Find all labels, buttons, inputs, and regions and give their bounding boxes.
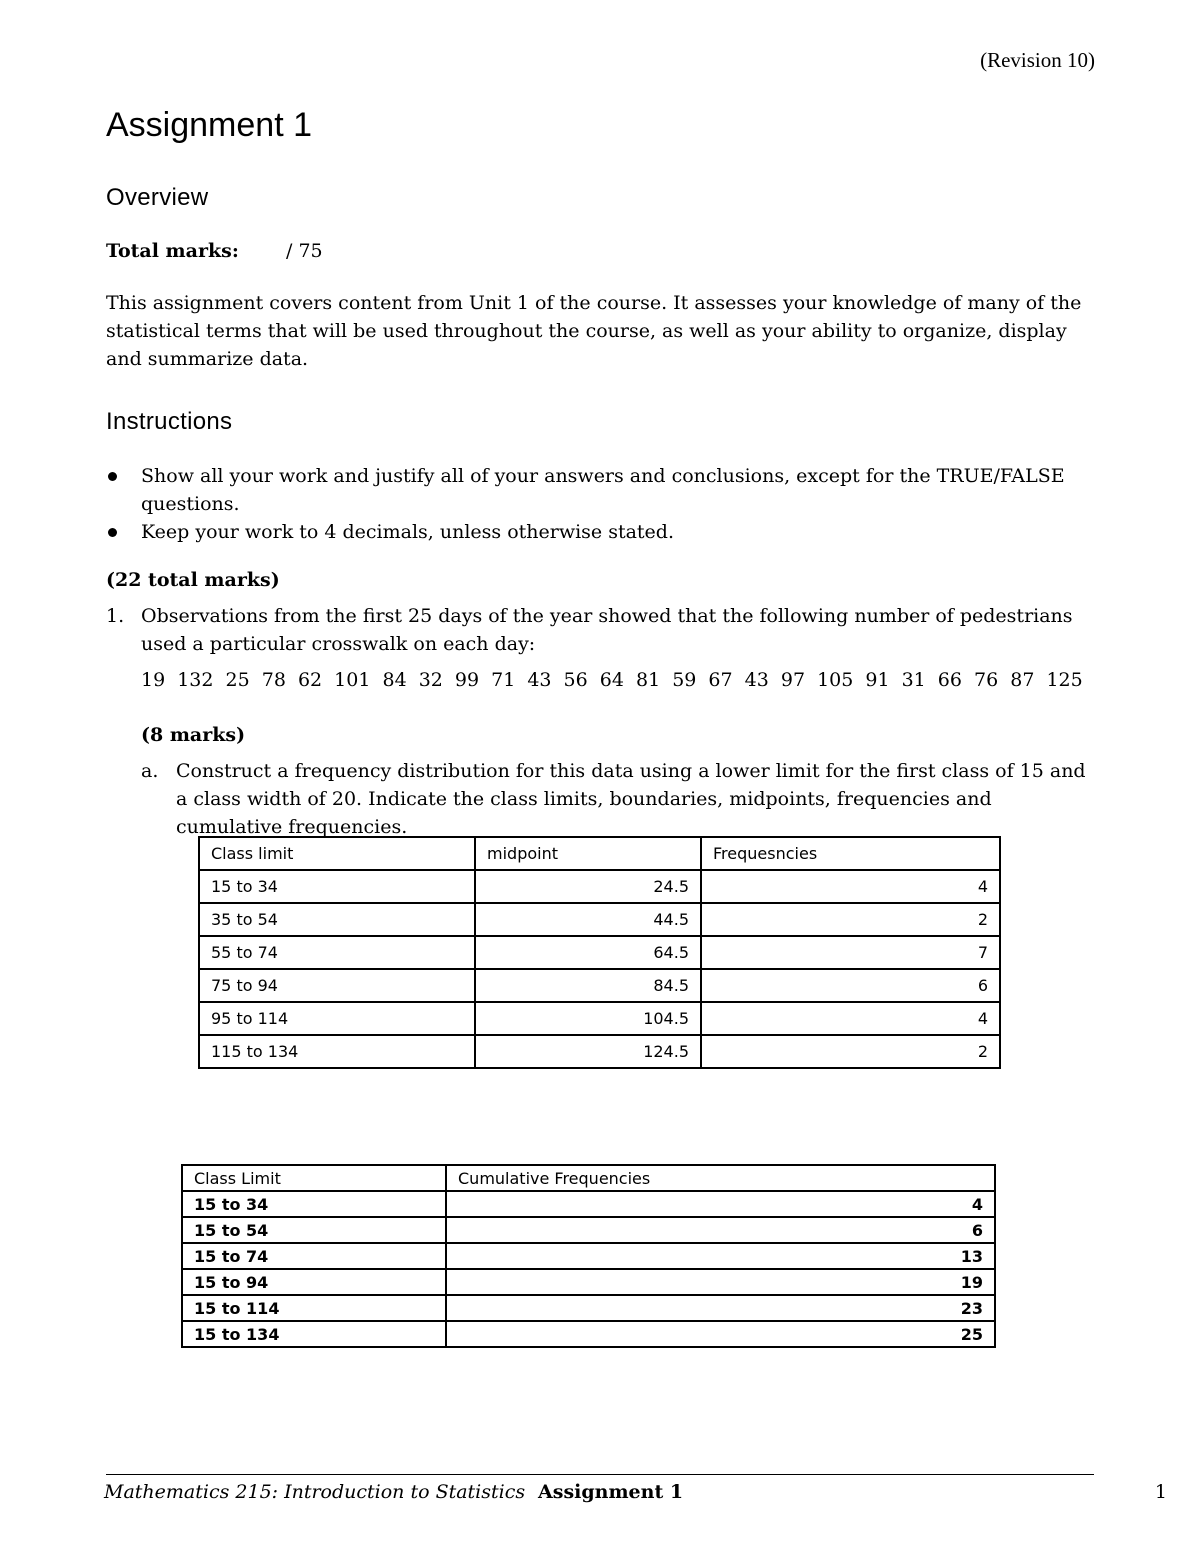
table-row bbox=[182, 1191, 995, 1217]
total-marks-value: / 75 bbox=[286, 240, 323, 262]
table-header-row bbox=[199, 837, 1000, 870]
question1-text: Observations from the first 25 days of the year showed that the following number of pedestrians used a particular crosswalk on each day: bbox=[141, 605, 1073, 655]
bullet-icon bbox=[108, 472, 117, 481]
part-a-text: Construct a frequency distribution for this data using a lower limit for the first class of 15 and a class width of 20. Indicate the class limits, boundaries, midpoints, frequencies and cumulative frequencies. bbox=[176, 760, 1086, 838]
cumulative-cell: 4 bbox=[446, 1191, 995, 1217]
class-limit-cell: 15 to 54 bbox=[182, 1217, 446, 1243]
frequency-table bbox=[198, 836, 1001, 1069]
frequency-cell: 4 bbox=[701, 870, 1000, 903]
midpoint-cell: 84.5 bbox=[475, 969, 701, 1002]
midpoint-cell: 44.5 bbox=[475, 903, 701, 936]
table-row bbox=[182, 1269, 995, 1295]
page-number: 1 bbox=[1154, 1481, 1167, 1503]
cumulative-cell: 6 bbox=[446, 1217, 995, 1243]
cumulative-cell: 13 bbox=[446, 1243, 995, 1269]
class-limit-cell: 15 to 134 bbox=[182, 1321, 446, 1347]
cumulative-cell: 23 bbox=[446, 1295, 995, 1321]
table-row bbox=[182, 1243, 995, 1269]
frequency-cell: 6 bbox=[701, 969, 1000, 1002]
question1-number: 1. bbox=[106, 605, 125, 627]
table-row bbox=[199, 1002, 1000, 1035]
class-limit-cell: 75 to 94 bbox=[199, 969, 475, 1002]
class-limit-cell: 15 to 34 bbox=[199, 870, 475, 903]
class-limit-cell: 55 to 74 bbox=[199, 936, 475, 969]
table-row bbox=[199, 969, 1000, 1002]
table-row bbox=[182, 1295, 995, 1321]
midpoint-cell: 104.5 bbox=[475, 1002, 701, 1035]
header-cell: Class Limit bbox=[182, 1165, 446, 1191]
footer-course-title: Mathematics 215: Introduction to Statistics bbox=[104, 1481, 526, 1503]
frequency-cell: 4 bbox=[701, 1002, 1000, 1035]
midpoint-cell: 64.5 bbox=[475, 936, 701, 969]
table-row bbox=[199, 936, 1000, 969]
frequency-cell: 7 bbox=[701, 936, 1000, 969]
page-title: Assignment 1 bbox=[106, 106, 312, 144]
revision-label: (Revision 10) bbox=[980, 48, 1095, 72]
total-marks-label: Total marks: bbox=[106, 240, 239, 262]
list-item bbox=[106, 462, 1096, 518]
header-cell: midpoint bbox=[475, 837, 701, 870]
header-cell: Frequesncies bbox=[701, 837, 1000, 870]
table-row bbox=[199, 870, 1000, 903]
part-a-marks: (8 marks) bbox=[141, 724, 246, 746]
class-limit-cell: 95 to 114 bbox=[199, 1002, 475, 1035]
footer-divider bbox=[106, 1474, 1094, 1475]
instruction-text: Show all your work and justify all of your answers and conclusions, except for the TRUE/FALSE questions. bbox=[141, 465, 1065, 515]
list-item bbox=[106, 518, 1096, 546]
observation-data: 19 132 25 78 62 101 84 32 99 71 43 56 64 81 59 67 43 97 105 91 31 66 76 87 125 bbox=[141, 669, 1083, 691]
class-limit-cell: 15 to 34 bbox=[182, 1191, 446, 1217]
instruction-text: Keep your work to 4 decimals, unless otherwise stated. bbox=[141, 521, 675, 543]
footer-assignment-title: Assignment 1 bbox=[538, 1481, 684, 1503]
table-row bbox=[199, 1035, 1000, 1068]
cumulative-frequency-table bbox=[181, 1164, 996, 1348]
overview-heading: Overview bbox=[106, 184, 209, 211]
header-cell: Cumulative Frequencies bbox=[446, 1165, 995, 1191]
header-cell: Class limit bbox=[199, 837, 475, 870]
table-row bbox=[199, 903, 1000, 936]
cumulative-cell: 25 bbox=[446, 1321, 995, 1347]
instructions-list bbox=[106, 462, 1096, 546]
question1-marks: (22 total marks) bbox=[106, 569, 280, 591]
cumulative-cell: 19 bbox=[446, 1269, 995, 1295]
class-limit-cell: 15 to 94 bbox=[182, 1269, 446, 1295]
class-limit-cell: 35 to 54 bbox=[199, 903, 475, 936]
table-row bbox=[182, 1217, 995, 1243]
table-row bbox=[182, 1321, 995, 1347]
class-limit-cell: 15 to 114 bbox=[182, 1295, 446, 1321]
frequency-cell: 2 bbox=[701, 1035, 1000, 1068]
midpoint-cell: 24.5 bbox=[475, 870, 701, 903]
instructions-heading: Instructions bbox=[106, 408, 233, 435]
class-limit-cell: 15 to 74 bbox=[182, 1243, 446, 1269]
table-header-row bbox=[182, 1165, 995, 1191]
overview-paragraph: This assignment covers content from Unit 1 of the course. It assesses your knowledge of many of the statistical terms that will be used throughout the course, as well as your ability to organize, display and summarize data. bbox=[106, 292, 1082, 370]
bullet-icon bbox=[108, 528, 117, 537]
midpoint-cell: 124.5 bbox=[475, 1035, 701, 1068]
class-limit-cell: 115 to 134 bbox=[199, 1035, 475, 1068]
part-a-letter: a. bbox=[141, 760, 159, 782]
frequency-cell: 2 bbox=[701, 903, 1000, 936]
